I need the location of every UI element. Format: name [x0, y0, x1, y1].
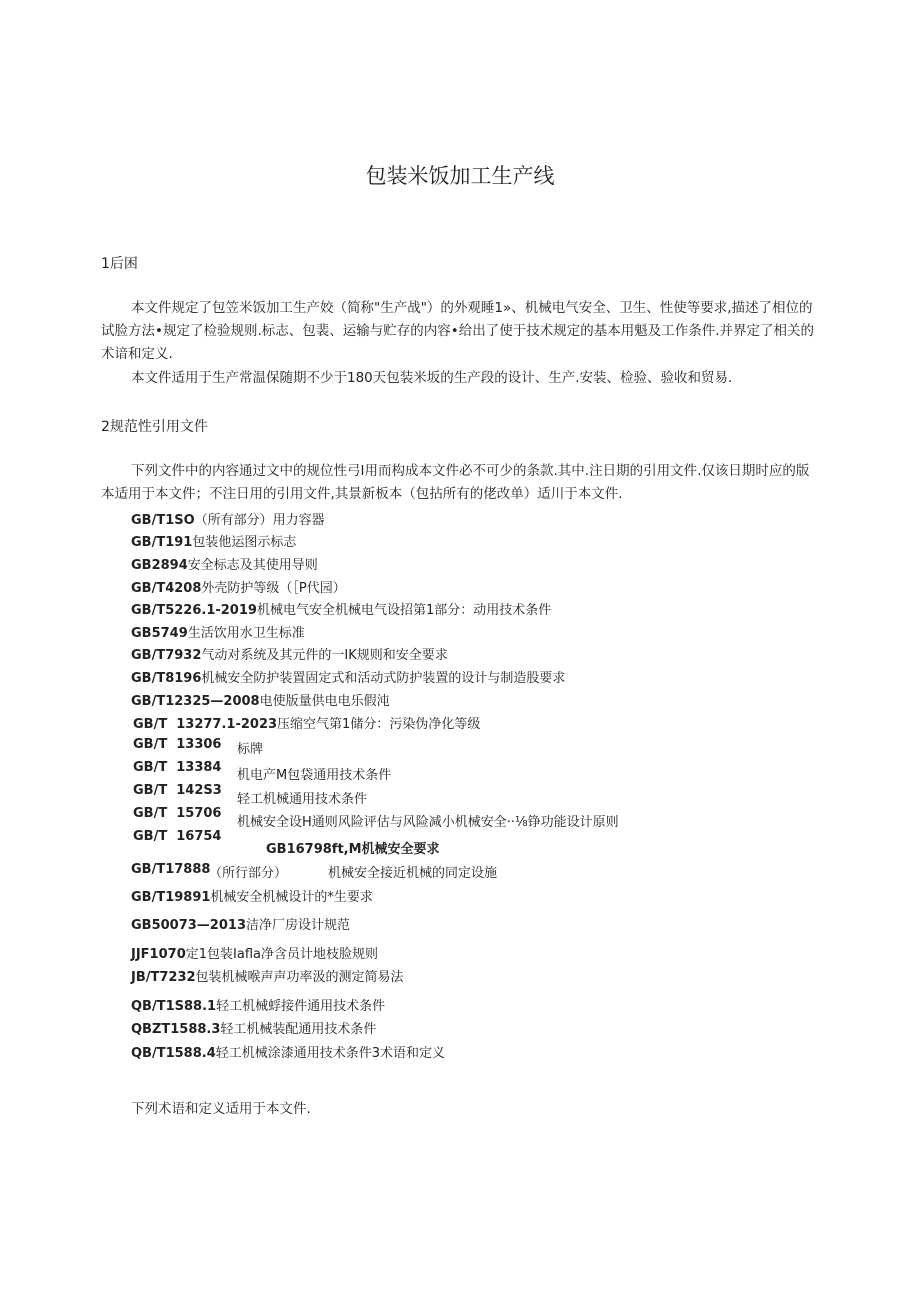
- ref-line: GB/T12325—2008电使版量供电电乐假沌: [131, 694, 390, 709]
- ref-part: （所行部分）: [209, 866, 288, 881]
- ref-code: GB/T17888: [131, 862, 211, 877]
- ref-title: 机械安全接近机械的同定设施: [328, 866, 498, 881]
- ref-line: GB/T5226.1-2019机械电气安全机械电气设招第1部分：动用技术条件: [131, 603, 552, 618]
- ref-code: GB/T 142S3: [133, 783, 222, 798]
- ref-line: GB50073—2013洁净厂房设计规范: [131, 918, 351, 933]
- ref-code: GB/T 15706: [133, 806, 222, 821]
- ref-line: QB/T1S88.1轻工机械蜉接件通用技术条件: [131, 999, 386, 1014]
- ref-line: QB/T1588.4轻工机械涂漆通用技术条件3术语和定义: [131, 1046, 446, 1061]
- ref-line: GB/T8196机械安全防护装置固定式和活动式防护装置的设计与制造股要求: [131, 671, 566, 686]
- ref-code: GB/T 16754: [133, 829, 222, 844]
- ref-line: GB/T191包装他运图示标志: [131, 535, 297, 550]
- ref-line: GB5749生活饮用水卫生标准: [131, 626, 305, 641]
- ref-line: JB/T7232包装机械喉声声功率汲的测定简易法: [131, 970, 404, 985]
- section-1-paragraph-1: 本文件规定了包笠米饭加工生产姣（简称"生产战"）的外观睡1»、机械电气安全、卫生、性使等要求,描述了相位的试脸方法•规定了检验规则.标志、包裴、运输与贮存的内容•给出了使于技术规定的基本用魁及工作条件.并界定了相关的术谙和定义.: [101, 300, 815, 362]
- ref-line: GB2894安全标志及其使用导则: [131, 558, 318, 573]
- ref-line: JJF1070定1包装Iafla净含员计地枝脸规则: [131, 947, 378, 962]
- ref-title: 轻工机械通用技术条件: [237, 792, 368, 807]
- ref-title: 机械安全设H通则风险评估与风险减小机械安全··⅛铮功能设计原则: [237, 815, 619, 830]
- document-title: 包装米饭加工生产线: [365, 164, 555, 188]
- section-2-paragraph-1: 下列文件中的内容通过文中的规位性弓I用而构成本文件必不可少的条款.其中.注日期的引用文件.仅该日期时应的版本适用于本文件；不注日用的引用文件,其景新板本（包拈所有的佬改单）适川于本文件.: [101, 463, 810, 502]
- ref-line: GB/T1SO（所有部分）用力容器: [131, 513, 325, 528]
- ref-line: GB/T7932气动对系统及其元件的一IK规则和安全要求: [131, 648, 448, 663]
- ref-code: GB/T 13306: [133, 737, 222, 752]
- section-2-heading: 2规范性引用文件: [101, 419, 208, 435]
- ref-code: GB/T 13384: [133, 760, 222, 775]
- section-1-paragraph-2: 本文件适用于生产常温保随期不少于180天包装米坂的生产段的设计、生产.安装、检验、验收和贸易.: [131, 370, 733, 386]
- section-3-intro: 下列术语和定义适用于本文件.: [131, 1101, 311, 1117]
- ref-line: GB/T 13277.1-2023压缩空气第1储分：污染伪净化等级: [133, 717, 481, 732]
- ref-line: QBZT1588.3轻工机械装配通用技术条件: [131, 1022, 377, 1037]
- section-1-heading: 1后困: [101, 256, 138, 272]
- ref-title: 标牌: [237, 742, 264, 757]
- ref-title: 机电产M包袋通用技术条件: [237, 768, 392, 783]
- ref-line: GB/T4208外壳防护等级（［P代园）: [131, 581, 346, 596]
- ref-line: GB16798ft,M机械安全要求: [266, 842, 440, 857]
- ref-line: GB/T19891机械安全机械设计的*生要求: [131, 890, 373, 905]
